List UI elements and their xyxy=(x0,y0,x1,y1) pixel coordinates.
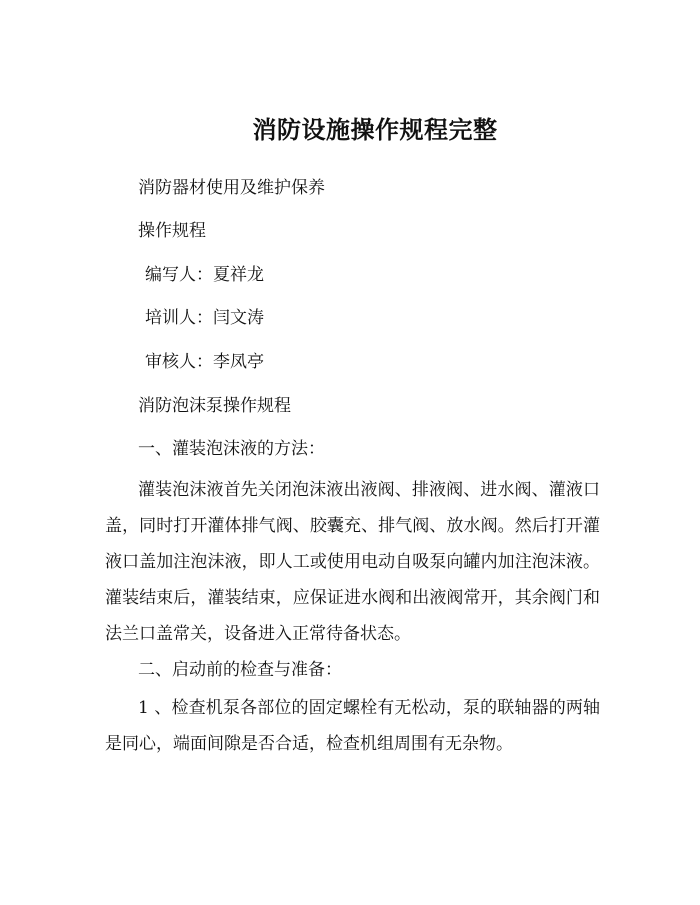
subtitle-equipment: 消防器材使用及维护保养 xyxy=(138,178,325,198)
document-title: 消防设施操作规程完整 xyxy=(252,115,498,144)
section-title: 消防泡沫泵操作规程 xyxy=(138,396,291,416)
heading-filling-method: 一、灌装泡沫液的方法： xyxy=(138,439,325,459)
paragraph-filling-method: 灌装泡沫液首先关闭泡沫液出液阀、排液阀、进水阀、灌液口盖，同时打开灌体排气阀、胶囊充、排气阀、放水阀。然后打开灌液口盖加注泡沫液，即人工或使用电动自吸泵向罐内加注泡沫液。灌装结束后，灌装结束，应保证进水阀和出液阀常开，其余阀门和法兰口盖常关，设备进入正常待备状态。 xyxy=(105,480,600,644)
heading-pre-start-check: 二、启动前的检查与准备： xyxy=(138,660,342,680)
paragraph-pre-start-check: 1 、检查机泵各部位的固定螺栓有无松动，泵的联轴器的两轴是同心，端面间隙是否合适，检查机组周围有无杂物。 xyxy=(105,698,600,754)
trainer-line: 培训人：闫文涛 xyxy=(145,308,264,328)
subtitle-procedure: 操作规程 xyxy=(138,221,206,241)
reviewer-line: 审核人：李凤亭 xyxy=(145,352,264,372)
writer-line: 编写人：夏祥龙 xyxy=(145,265,264,285)
